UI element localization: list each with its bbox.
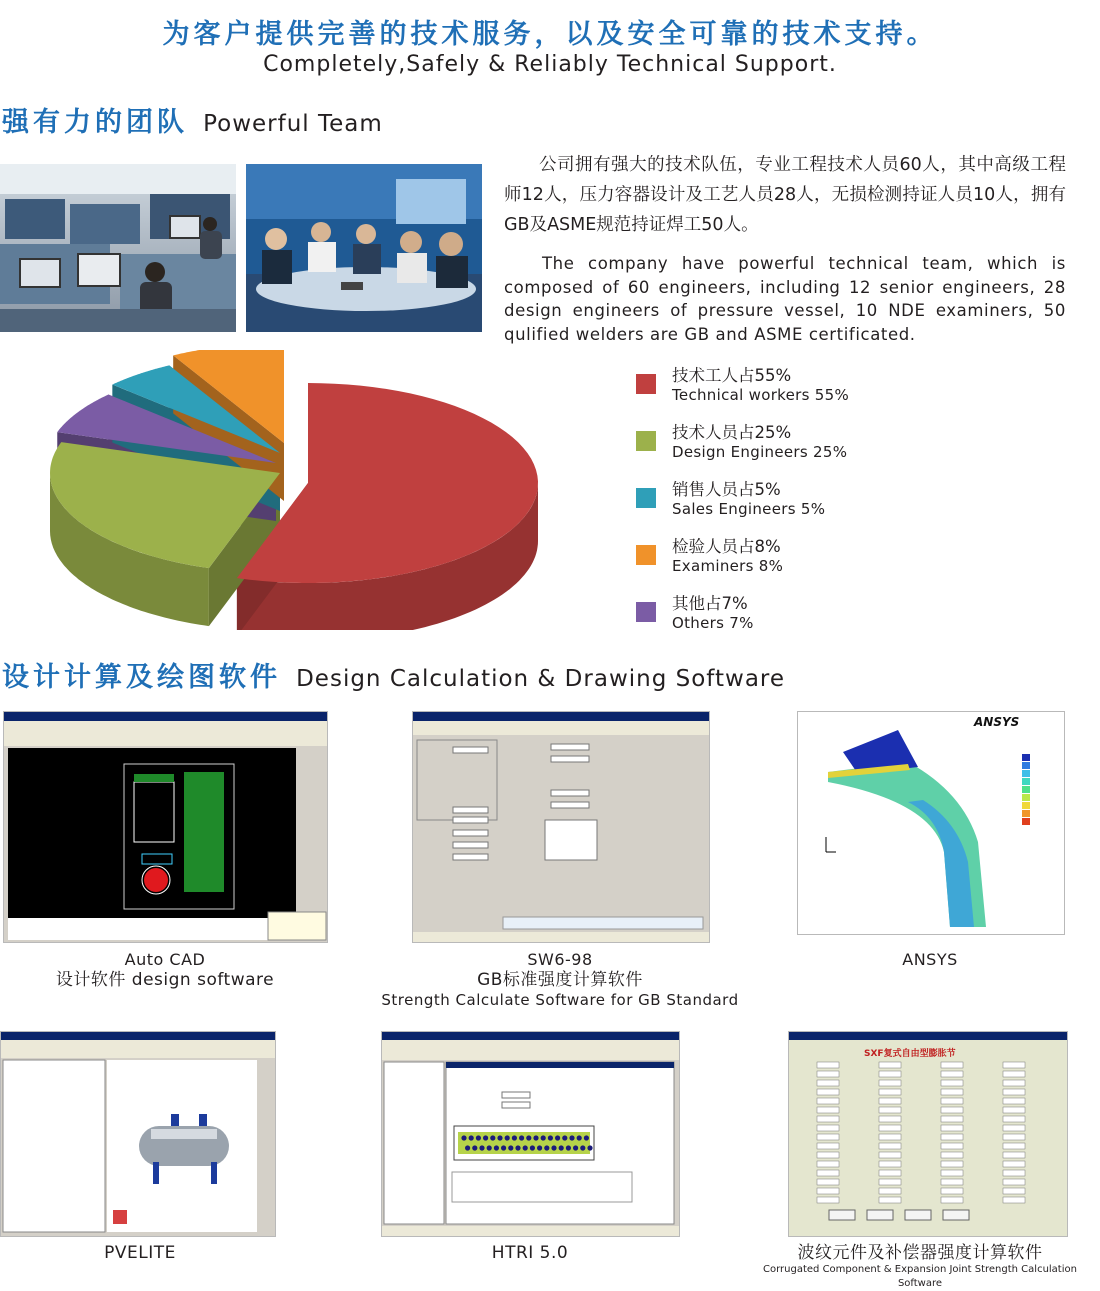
software-heading-cn: 设计计算及绘图软件 [2,662,281,693]
legend-label-cn: 检验人员占8% [672,537,781,556]
team-text-en: The company have powerful technical team, which is composed of 60 engineers, including 12 senior engineers, 28 design engineers of pressure vessel, 10 NDE examiners, 50 qulified welders are GB and ASME certificated. [504,254,1066,344]
ansys-screenshot [797,711,1065,935]
software-heading-en: Design Calculation & Drawing Software [296,666,786,692]
caption-pvelite: PVELITE [104,1243,176,1263]
ansys-logo-text: ANSYS [974,715,1020,729]
legend-swatch [636,545,656,565]
pvelite-screenshot [0,1031,276,1237]
page-title-cn: 为客户提供完善的技术服务，以及安全可靠的技术支持。 [162,19,938,50]
page-title-en: Completely,Safely & Reliably Technical Support. [263,52,837,77]
software-heading [2,655,785,694]
meeting-photo [246,164,482,332]
corrugated-screenshot [788,1031,1068,1237]
team-heading-cn: 强有力的团队 [2,107,188,138]
caption-corrugated [740,1243,1100,1291]
caption-autocad-line2: 设计软件 design software [55,970,275,990]
caption-autocad-line1: Auto CAD [124,950,206,969]
legend-label-cn: 技术工人占55% [672,366,792,385]
team-text-cn: 公司拥有强大的技术队伍，专业工程技术人员60人，其中高级工程师12人，压力容器设计及工艺人员28人，无损检测持证人员10人，拥有GB及ASME规范持证焊工50人。 [504,155,1066,235]
caption-sw6-line2: GB标准强度计算软件 [477,970,643,990]
caption-sw6-line1: SW6-98 [527,950,593,969]
caption-autocad [40,950,290,990]
legend-label-en: Sales Engineers 5% [672,500,826,518]
legend-label-cn: 其他占7% [672,594,748,613]
legend-swatch [636,431,656,451]
office-photo [0,164,236,332]
legend-label-en: Design Engineers 25% [672,443,848,461]
caption-corrugated-line1: 波纹元件及补偿器强度计算软件 [797,1243,1043,1263]
autocad-screenshot [3,711,328,943]
chart-legend [636,362,936,632]
caption-ansys: ANSYS [902,950,958,969]
htri-screenshot [381,1031,680,1237]
caption-sw6 [360,950,760,1010]
legend-swatch [636,374,656,394]
legend-swatch [636,488,656,508]
team-heading [2,100,383,139]
caption-htri: HTRI 5.0 [491,1243,569,1263]
staff-pie-chart [20,350,540,630]
caption-corrugated-line2: Corrugated Component & Expansion Joint Strength Calculation Software [763,1264,1077,1289]
legend-swatch [636,602,656,622]
team-heading-en: Powerful Team [203,111,383,137]
caption-sw6-line3: Strength Calculate Software for GB Standard [381,991,739,1009]
legend-label-cn: 销售人员占5% [672,480,781,499]
legend-label-en: Examiners 8% [672,557,784,575]
legend-label-cn: 技术人员占25% [672,423,792,442]
legend-label-en: Others 7% [672,614,754,632]
sxf-title: SXF复式自由型膨胀节 [864,1049,956,1059]
sw6-screenshot [412,711,710,943]
legend-label-en: Technical workers 55% [672,386,850,404]
